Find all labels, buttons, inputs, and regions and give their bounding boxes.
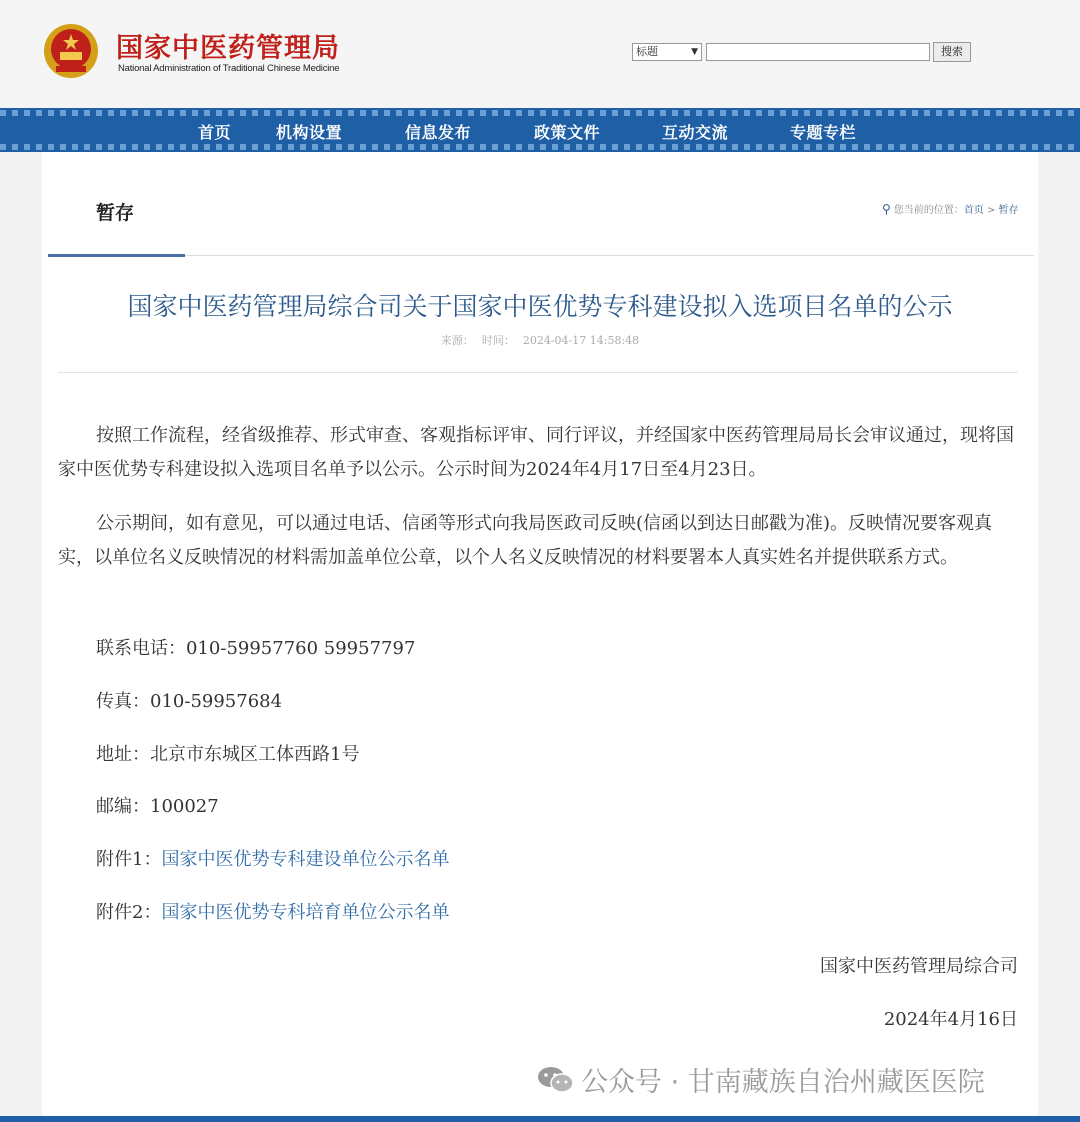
search-type-select[interactable] xyxy=(632,43,702,61)
section-divider xyxy=(48,255,1034,256)
location-pin-icon: ⚲ xyxy=(882,202,891,216)
article-paragraph-1: 按照工作流程，经省级推荐、形式审查、客观指标评审、同行评议，并经国家中医药管理局局长会审议通过，现将国家中医优势专科建设拟入选项目名单予以公示。公示时间为2024年4月17日至4月23日。 xyxy=(58,425,1014,480)
national-emblem-icon[interactable] xyxy=(42,22,100,80)
bottom-bar xyxy=(0,1116,1080,1122)
section-active-underline xyxy=(48,254,185,257)
attachment-2-label: 附件2： xyxy=(96,902,162,923)
attachment-2-link[interactable]: 国家中医优势专科培育单位公示名单 xyxy=(161,902,450,923)
wechat-icon xyxy=(537,1065,575,1095)
watermark-text: 公众号 · 甘南藏族自治州藏医医院 xyxy=(581,1067,985,1098)
attachment-1-label: 附件1： xyxy=(96,849,162,870)
nav-item-home[interactable]: 首页 xyxy=(198,123,232,142)
publish-time: 2024-04-17 14:58:48 xyxy=(522,334,640,347)
nav-item-interaction[interactable]: 互动交流 xyxy=(662,123,729,142)
attachment-1 xyxy=(96,845,449,871)
site-title[interactable]: 国家中医药管理局 xyxy=(116,33,340,64)
nav-item-organization[interactable]: 机构设置 xyxy=(276,123,343,142)
source-label: 来源： xyxy=(440,334,474,347)
article-paragraph-2: 公示期间，如有意见，可以通过电话、信函等形式向我局医政司反映(信函以到达日邮戳为准)。反映情况要客观真实，以单位名义反映情况的材料需加盖单位公章，以个人名义反映情况的材料要署本人真实姓名并提供联系方式。 xyxy=(58,513,993,568)
section-title: 暂存 xyxy=(96,202,135,224)
contact-fax: 传真：010-59957684 xyxy=(96,691,283,712)
nav-item-topics[interactable]: 专题专栏 xyxy=(790,123,857,142)
nav-item-policy[interactable]: 政策文件 xyxy=(534,123,601,142)
contact-phone: 联系电话：010-59957760 59957797 xyxy=(96,638,416,659)
search-button[interactable]: 搜索 xyxy=(933,42,971,62)
breadcrumb-separator: > xyxy=(983,205,999,216)
nav-pattern-top xyxy=(0,110,1080,116)
article-meta xyxy=(0,332,1080,348)
breadcrumb-home-link[interactable]: 首页 xyxy=(963,205,984,216)
nav-item-information[interactable]: 信息发布 xyxy=(405,123,472,142)
site-header xyxy=(0,0,1080,108)
site-subtitle: National Administration of Traditional Chinese Medicine xyxy=(118,63,340,74)
breadcrumb xyxy=(882,201,1019,216)
main-nav xyxy=(0,108,1080,152)
breadcrumb-current-link[interactable]: 暂存 xyxy=(998,205,1019,216)
chevron-down-icon: ▼ xyxy=(691,47,698,57)
attachment-1-link[interactable]: 国家中医优势专科建设单位公示名单 xyxy=(161,849,450,870)
search-input[interactable] xyxy=(706,43,930,61)
nav-pattern-bottom xyxy=(0,144,1080,150)
signature-date: 2024年4月16日 xyxy=(883,1009,1018,1030)
time-label: 时间： xyxy=(481,334,515,347)
contact-address: 地址：北京市东城区工体西路1号 xyxy=(96,744,360,765)
article-title: 国家中医药管理局综合司关于国家中医优势专科建设拟入选项目名单的公示 xyxy=(127,292,953,321)
contact-postcode: 邮编：100027 xyxy=(96,796,219,817)
signature-org: 国家中医药管理局综合司 xyxy=(820,956,1018,977)
search-type-value: 标题 xyxy=(636,45,658,58)
watermark xyxy=(537,1060,985,1099)
attachment-2 xyxy=(96,898,449,924)
article-divider xyxy=(58,372,1018,373)
breadcrumb-prefix: 您当前的位置： xyxy=(893,205,964,216)
